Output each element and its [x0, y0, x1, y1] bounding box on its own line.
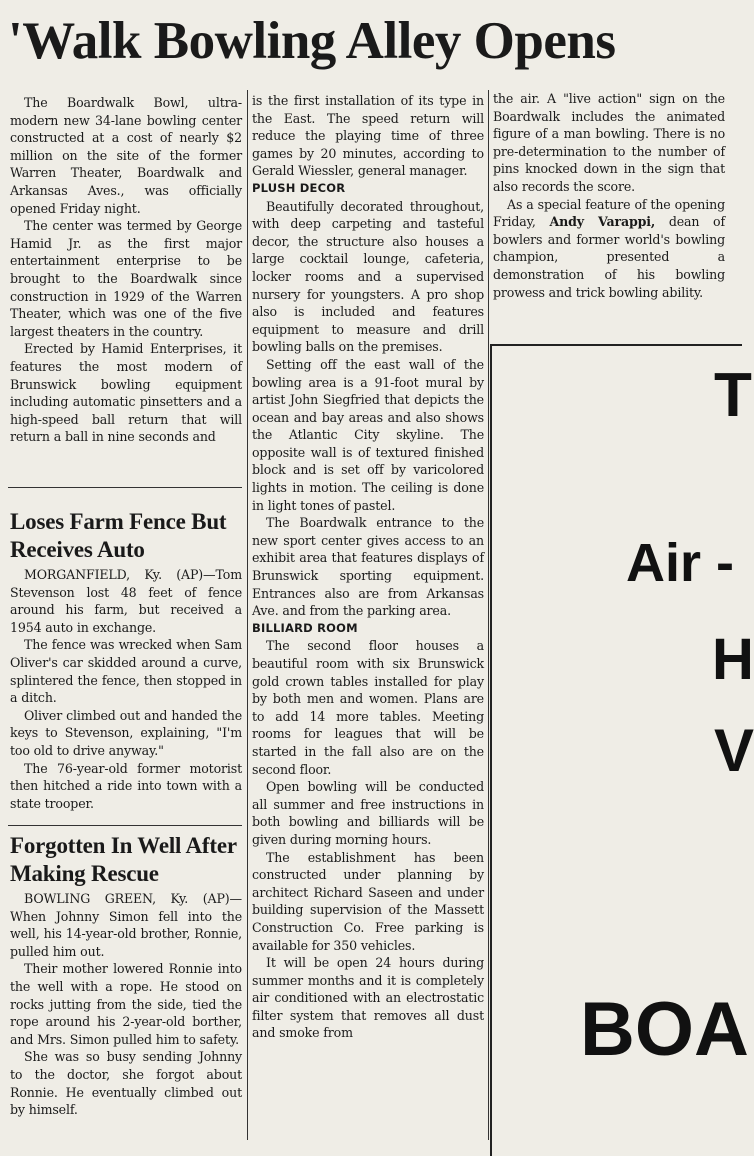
ad-fragment-1: T: [714, 361, 752, 430]
paragraph: Setting off the east wall of the bowling area is a 91-foot mural by artist John Siegfried that depicts the ocean and bay areas and also shows the Atlantic City skyline. The opposite wall is of textured finished block and is set off by varicolored lights in motion. The ceiling is done in light tones of pastel.: [252, 356, 484, 513]
paragraph: The fence was wrecked when Sam Oliver's car skidded around a curve, splintered the fence, then stopped in a ditch.: [10, 637, 242, 706]
well-article: [10, 832, 242, 1138]
paragraph: The establishment has been constructed under planning by architect Richard Saseen and under building supervision of the Massett Construction Co. Free parking is available for 350 vehicles.: [252, 849, 484, 953]
paragraph: The Boardwalk Bowl, ultra-modern new 34-lane bowling center constructed at a cost of nearly $2 million on the site of the former Warren Theater, Boardwalk and Arkansas Aves., was officially opened Friday night.: [10, 95, 242, 216]
farm-article-headline: Loses Farm Fence But Receives Auto: [10, 509, 227, 562]
paragraph: Oliver climbed out and handed the keys to Stevenson, explaining, "I'm too old to drive anyway.": [10, 707, 242, 758]
paragraph: The center was termed by George Hamid Jr. as the first major entertainment enterprise to be brought to the Boardwalk since construction in 1929 of the Warren Theater, which was one of the five largest theaters in the country.: [10, 218, 242, 339]
paragraph: Open bowling will be conducted all summer and free instructions in both bowling and billiards will be given during morning hours.: [252, 779, 484, 847]
ad-fragment-2: Air -: [626, 533, 734, 593]
paragraph: MORGANFIELD, Ky. (AP)—Tom Stevenson lost 48 feet of fence around his farm, but received a 1954 auto in exchange.: [10, 567, 242, 635]
column-rule-2: [488, 90, 489, 1140]
ad-fragment-5: BOA: [580, 987, 749, 1072]
text-run: As a special feature of the opening Friday,: [493, 196, 725, 230]
text-run: dean of bowlers and former world's bowling champion, presented a demonstration of his bowling prowess and trick bowling ability.: [493, 214, 726, 300]
column-rule-1: [247, 90, 248, 1140]
paragraph: is the first installation of its type in the East. The speed return will reduce the playing time of three games by 20 minutes, according to Gerald Wiessler, general manager.: [252, 93, 484, 179]
main-article-column-3: [493, 90, 725, 340]
paragraph: [493, 196, 725, 302]
article-divider-1: [8, 487, 242, 488]
paragraph: The second floor houses a beautiful room with six Brunswick gold crown tables installed for play by both men and women. Plans are to add 14 more tables. Meeting rooms for leagues that will be started in the fall also are on the second floor.: [252, 638, 484, 777]
paragraph: Their mother lowered Ronnie into the well with a rope. He stood on rocks jutting from the side, tied the rope around his 2-year-old borther, and Mrs. Simon pulled him to safety.: [10, 961, 242, 1047]
main-headline: 'Walk Bowling Alley Opens: [8, 12, 616, 70]
paragraph: BOWLING GREEN, Ky. (AP)—When Johnny Simon fell into the well, his 14-year-old brother, Ronnie, pulled him out.: [10, 891, 242, 959]
paragraph: She was so busy sending Johnny to the doctor, she forgot about Ronnie. He eventually climbed out by himself.: [10, 1049, 242, 1118]
paragraph: Erected by Hamid Enterprises, it features the most modern of Brunswick bowling equipment including automatic pinsetters and a high-speed ball return that will return a ball in nine seconds and: [10, 341, 242, 445]
bold-name: Andy Varappi,: [549, 214, 656, 230]
paragraph: Beautifully decorated throughout, with deep carpeting and tasteful decor, the structure also houses a large cocktail lounge, cafeteria, locker rooms and a supervised nursery for youngsters. A pro shop also is included and features equipment to measure and drill bowling balls on the premises.: [252, 198, 484, 355]
ad-fragment-4: V: [714, 717, 754, 784]
ad-fragment-3: H: [712, 627, 754, 692]
paragraph: It will be open 24 hours during summer months and it is completely air conditioned with an electrostatic filter system that removes all dust and smoke from: [252, 955, 484, 1041]
paragraph: the air. A "live action" sign on the Boardwalk includes the animated figure of a man bowling. There is no pre-determination to the number of pins knocked down in the sign that also records the score.: [493, 91, 725, 194]
farm-article: [10, 508, 242, 820]
article-divider-2: [8, 825, 242, 826]
paragraph: The Boardwalk entrance to the new sport center gives access to an exhibit area that features displays of Brunswick sporting equipment. Entrances also are from Arkansas Ave. and from the parking area.: [252, 515, 484, 619]
main-article-column-2: [252, 92, 484, 1138]
main-article-column-1: [10, 94, 242, 486]
advertisement-box: [490, 344, 754, 1156]
paragraph: The 76-year-old former motorist then hitched a ride into town with a state trooper.: [10, 760, 242, 811]
subhead-plush-decor: PLUSH DECOR: [252, 180, 346, 195]
subhead-billiard-room: BILLIARD ROOM: [252, 620, 358, 635]
well-article-headline: Forgotten In Well After Making Rescue: [10, 833, 237, 886]
